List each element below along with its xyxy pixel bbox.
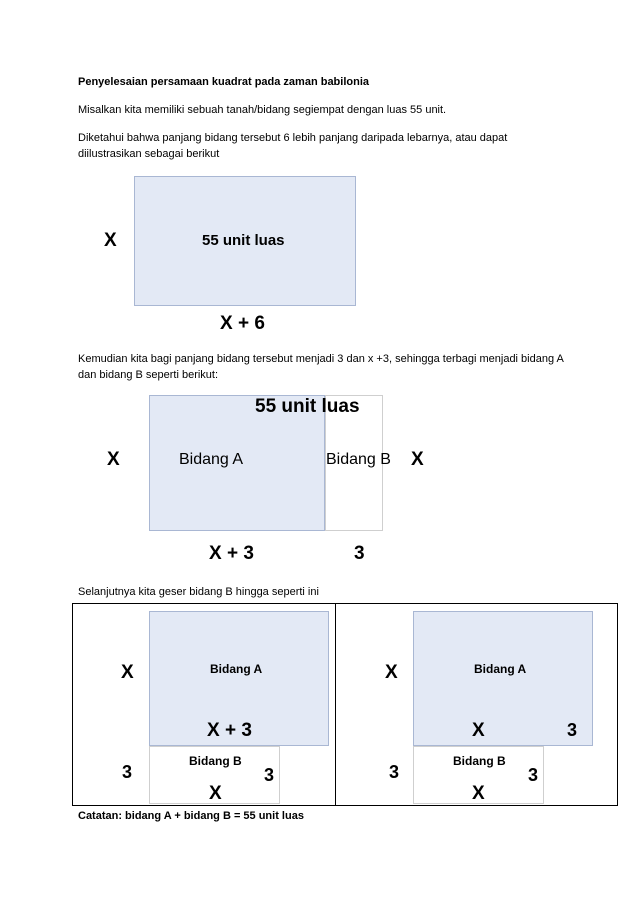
right-field-b-label: Bidang B xyxy=(453,754,506,768)
fig2-field-b-label: Bidang B xyxy=(326,451,391,468)
paragraph-intro: Misalkan kita memiliki sebuah tanah/bidang segiempat dengan luas 55 unit. xyxy=(78,104,447,116)
right-a-side-label: 3 xyxy=(567,720,578,740)
right-width-label: X xyxy=(385,662,398,683)
paragraph-split-line2: dan bidang B seperti berikut: xyxy=(78,369,219,381)
right-field-a-label: Bidang A xyxy=(474,662,527,676)
left-a-length-label: X + 3 xyxy=(207,720,252,741)
left-b-length-label: X xyxy=(209,783,222,804)
fig2-area-label: 55 unit luas xyxy=(255,396,360,417)
left-b-height-label: 3 xyxy=(122,762,133,782)
left-width-label: X xyxy=(121,662,134,683)
fig1-area-label: 55 unit luas xyxy=(202,232,285,249)
figure-3-divider xyxy=(335,603,336,806)
field-a-rectangle xyxy=(413,611,593,746)
fig1-length-label: X + 6 xyxy=(220,313,265,334)
right-b-height-label: 3 xyxy=(389,762,400,782)
paragraph-description-line2: diilustrasikan sebagai berikut xyxy=(78,148,220,160)
paragraph-description-line1: Diketahui bahwa panjang bidang tersebut 6 lebih panjang daripada lebarnya, atau dapat xyxy=(78,132,508,144)
fig2-left-width-label: X xyxy=(107,449,120,470)
right-b-side-label: 3 xyxy=(528,765,539,785)
right-b-length-label: X xyxy=(472,783,485,804)
right-a-length-label: X xyxy=(472,720,485,741)
fig2-b-length-label: 3 xyxy=(354,543,365,564)
paragraph-shift: Selanjutnya kita geser bidang B hingga seperti ini xyxy=(78,586,319,598)
note: Catatan: bidang A + bidang B = 55 unit luas xyxy=(78,810,304,822)
left-b-side-label: 3 xyxy=(264,765,275,785)
paragraph-split-line1: Kemudian kita bagi panjang bidang tersebut menjadi 3 dan x +3, sehingga terbagi menjadi bidang A xyxy=(78,353,564,365)
page-title: Penyelesaian persamaan kuadrat pada zaman babilonia xyxy=(78,76,370,88)
fig2-field-a-label: Bidang A xyxy=(179,451,244,468)
left-field-a-label: Bidang A xyxy=(210,662,263,676)
left-field-b-label: Bidang B xyxy=(189,754,242,768)
fig1-width-label: X xyxy=(104,230,117,251)
fig2-right-width-label: X xyxy=(411,449,424,470)
fig2-a-length-label: X + 3 xyxy=(209,543,254,564)
